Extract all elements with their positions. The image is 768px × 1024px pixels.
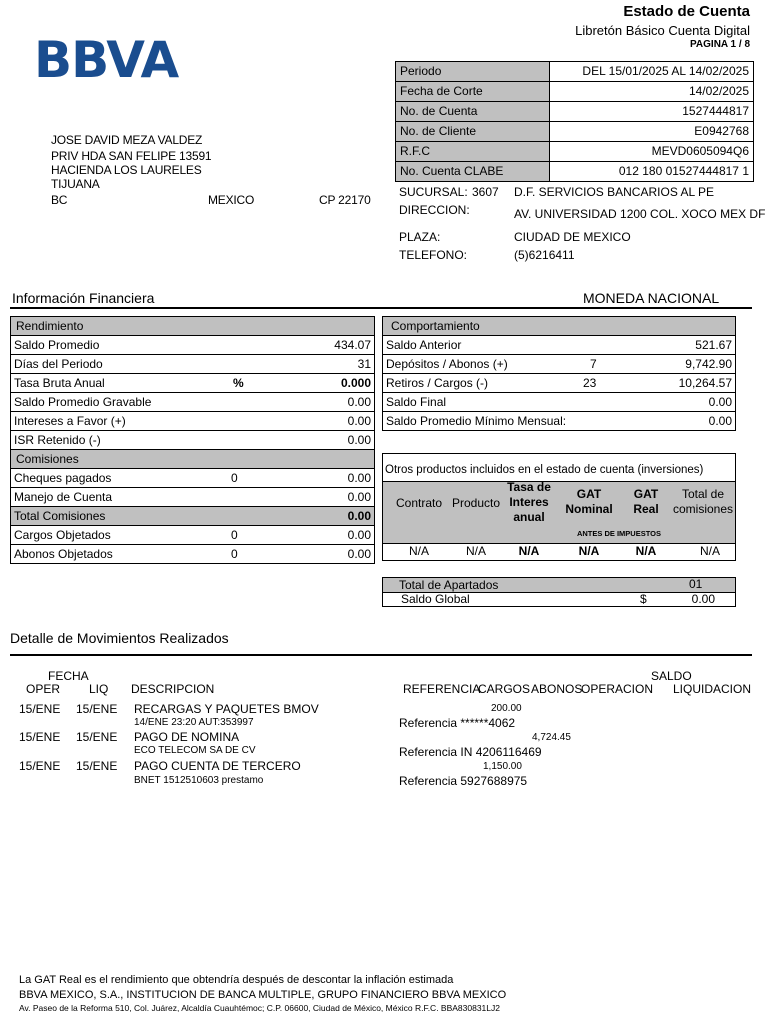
table-row [11,374,374,393]
otros-value: N/A [408,544,429,558]
client-colony: HACIENDA LOS LAURELES [51,163,202,177]
plaza-label: PLAZA: [399,230,441,244]
col-saldo: SALDO [651,669,692,683]
info-row-rfc [396,142,753,162]
col-abonos: ABONOS [531,682,583,696]
telefono-value: (5)6216411 [514,248,575,262]
sucursal-label: SUCURSAL: [399,185,468,199]
saldo-global-currency: $ [640,592,647,606]
info-value: 1527444817 [682,104,749,118]
row-value: 0.00 [347,395,371,409]
statement-title: Estado de Cuenta [623,3,750,20]
total-comisiones-row [11,507,374,526]
col-descripcion: DESCRIPCION [131,682,215,696]
mov-desc: RECARGAS Y PAQUETES BMOV [134,702,319,716]
account-info-box [395,61,754,182]
client-name: JOSE DAVID MEZA VALDEZ [51,133,203,147]
rendimiento-header-label: Rendimiento [16,319,84,333]
col-total-comisiones: Total de comisiones [673,487,734,516]
row-mid: % [233,376,244,390]
row-value: 0.00 [708,395,732,409]
row-value: 434.07 [334,338,371,352]
row-mid: 0 [231,528,238,542]
footer-address: Av. Paseo de la Reforma 510, Col. Juárez, Alcaldía Cuauhtémoc; C.P. 06600, Ciudad de México, México R.F.C. BBA830831LJ2 [19,1003,500,1013]
info-label: Fecha de Corte [396,82,550,101]
table-row [11,469,374,488]
row-label: Cheques pagados [14,471,112,485]
col-contrato: Contrato [395,496,443,510]
direccion-value: AV. UNIVERSIDAD 1200 COL. XOCO MEX DF [514,207,766,221]
otros-value: N/A [518,544,540,558]
col-referencia: REFERENCIA [403,682,481,696]
row-value: 0.00 [347,547,371,561]
row-value: 0.00 [347,471,371,485]
row-label: ISR Retenido (-) [14,433,101,447]
mov-ref: Referencia 5927688975 [399,774,528,788]
row-label: Abonos Objetados [14,547,113,561]
mov-sub: 14/ENE 23:20 AUT:353997 [134,717,254,728]
plaza-value: CIUDAD DE MEXICO [514,230,631,244]
col-operacion: OPERACION [581,682,654,696]
mov-oper: 15/ENE [19,759,61,773]
info-label: Periodo [396,62,550,81]
col-tasa: Tasa de Interes anual [507,480,551,524]
mov-oper: 15/ENE [19,702,61,716]
mov-liq: 15/ENE [76,759,118,773]
row-value: 0.00 [347,414,371,428]
table-row [11,545,374,563]
info-value: MEVD0605094Q6 [651,144,749,158]
otros-productos-box [382,453,736,561]
row-value: 0.000 [340,376,371,390]
sucursal-number: 3607 [472,185,499,199]
row-value: 0.00 [708,414,732,428]
row-label: Saldo Promedio Mínimo Mensual: [386,414,567,428]
sucursal-name: D.F. SERVICIOS BANCARIOS AL PE [514,185,715,199]
otros-header [383,481,735,544]
client-street: PRIV HDA SAN FELIPE 13591 [51,149,212,163]
info-row-periodo [396,62,753,82]
rendimiento-table [10,316,375,564]
row-label: Saldo Promedio [14,338,100,352]
table-row [11,355,374,374]
col-gat-nominal: GAT Nominal [565,487,613,516]
telefono-label: TELEFONO: [399,248,468,262]
row-value: 0.00 [347,433,371,447]
col-fecha: FECHA [48,669,89,683]
comisiones-header-label: Comisiones [16,452,79,466]
saldo-global-value: 0.00 [691,592,715,606]
otros-value: N/A [699,544,720,558]
mov-abono: 4,724.45 [532,732,571,743]
col-liquidacion: LIQUIDACION [673,682,752,696]
row-label: Cargos Objetados [14,528,111,542]
otros-title: Otros productos incluidos en el estado de cuenta (inversiones) [385,464,704,476]
comisiones-header [11,450,374,469]
col-cargos: CARGOS [478,682,531,696]
mov-sub: ECO TELECOM SA DE CV [134,745,256,756]
comportamiento-header-label: Comportamiento [391,319,480,333]
row-label: Total Comisiones [14,509,106,523]
footer-gat-note: La GAT Real es el rendimiento que obtendría después de descontar la inflación estimada [19,974,454,986]
info-label: No. Cuenta CLABE [396,162,550,181]
row-label: Saldo Promedio Gravable [14,395,152,409]
account-type: Libretón Básico Cuenta Digital [575,23,750,38]
info-label: R.F.C [396,142,550,161]
client-country: MEXICO [208,193,255,207]
table-row [11,412,374,431]
row-value: 31 [357,357,371,371]
mov-desc: PAGO CUENTA DE TERCERO [134,759,301,773]
mov-sub: BNET 1512510603 prestamo [134,775,264,786]
row-value: 521.67 [695,338,732,352]
row-label: Manejo de Cuenta [14,490,113,504]
table-row [383,355,735,374]
movimientos-rule [10,654,752,656]
row-label: Tasa Bruta Anual [14,376,105,390]
table-row [11,488,374,507]
otros-value: N/A [578,544,600,558]
info-label: No. de Cuenta [396,102,550,121]
info-value: 012 180 01527444817 1 [618,164,749,178]
row-value: 0.00 [347,490,371,504]
row-label: Saldo Anterior [386,338,462,352]
table-row [11,336,374,355]
currency-label: MONEDA NACIONAL [583,290,720,306]
row-value: 10,264.57 [678,376,732,390]
mov-cargo: 1,150.00 [483,761,522,772]
client-state: BC [51,193,68,207]
row-label: Retiros / Cargos (-) [386,376,489,390]
mov-liq: 15/ENE [76,730,118,744]
mov-ref: Referencia IN 4206116469 [399,745,542,759]
row-mid: 0 [231,547,238,561]
col-gat-real: GAT Real [633,487,659,516]
info-label: No. de Cliente [396,122,550,141]
section-rule [10,307,752,309]
info-value: DEL 15/01/2025 AL 14/02/2025 [582,64,749,78]
mov-desc: PAGO DE NOMINA [134,730,240,744]
mov-liq: 15/ENE [76,702,118,716]
apartados-label: Total de Apartados [399,578,499,592]
row-mid: 7 [590,357,597,371]
info-value: E0942768 [694,124,749,138]
info-fin-title: Información Financiera [12,290,155,306]
table-row [383,374,735,393]
client-city: TIJUANA [51,177,100,191]
col-producto: Producto [451,496,501,510]
row-mid: 23 [583,376,597,390]
col-liq: LIQ [89,682,109,696]
mov-ref: Referencia ******4062 [399,716,516,730]
row-label: Depósitos / Abonos (+) [386,357,508,371]
apartados-value: 01 [689,577,703,591]
saldo-global-label: Saldo Global [401,592,470,606]
rendimiento-header [11,317,374,336]
row-mid: 0 [231,471,238,485]
row-value: 0.00 [347,509,371,523]
direccion-label: DIRECCION: [399,203,470,217]
apartados-box [382,577,736,607]
row-label: Saldo Final [386,395,447,409]
otros-value: N/A [465,544,486,558]
info-row-clabe [396,162,753,181]
info-value: 14/02/2025 [688,84,749,98]
table-row [11,526,374,545]
comportamiento-table [382,316,736,431]
table-row [383,412,735,430]
client-cp: CP 22170 [319,193,371,207]
movimientos-title: Detalle de Movimientos Realizados [10,630,229,646]
table-row [383,336,735,355]
antes-impuestos-note: ANTES DE IMPUESTOS [576,529,662,538]
row-value: 9,742.90 [685,357,732,371]
row-label: Días del Periodo [14,357,103,371]
info-row-fecha-corte [396,82,753,102]
mov-cargo: 200.00 [491,703,522,714]
comportamiento-header [383,317,735,336]
row-label: Intereses a Favor (+) [14,414,126,428]
bbva-logo: BBVA [34,31,179,89]
table-row [11,393,374,412]
row-value: 0.00 [347,528,371,542]
mov-oper: 15/ENE [19,730,61,744]
col-oper: OPER [26,682,61,696]
otros-value: N/A [635,544,657,558]
footer-bank-name: BBVA MEXICO, S.A., INSTITUCION DE BANCA MULTIPLE, GRUPO FINANCIERO BBVA MEXICO [19,989,507,1001]
table-row [11,431,374,450]
info-row-cuenta [396,102,753,122]
info-row-cliente [396,122,753,142]
table-row [383,393,735,412]
page-indicator: PAGINA 1 / 8 [689,39,750,50]
